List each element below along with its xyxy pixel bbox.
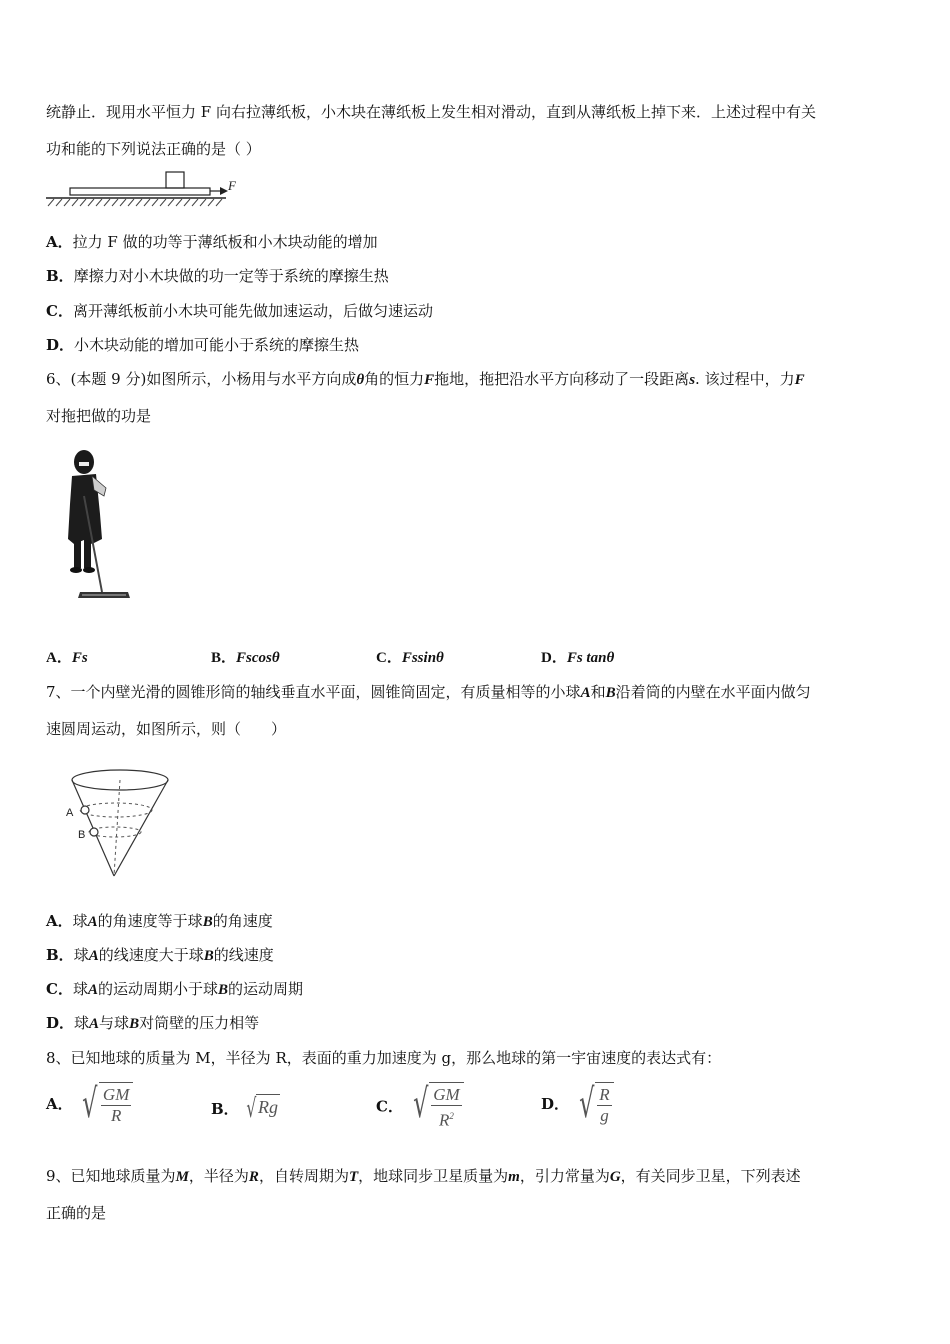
q5-option-d[interactable]: D．小木块动能的增加可能小于系统的摩擦生热 (46, 336, 360, 354)
q6-stem-line2: 对拖把做的功是 (46, 407, 152, 425)
q8-option-a[interactable]: A． √ $\frac{GM}{R}$ (46, 1082, 133, 1126)
q5-figure-force-label: F (228, 178, 236, 193)
q5-option-b[interactable]: B．摩擦力对小木块做的功一定等于系统的摩擦生热 (46, 267, 389, 285)
q6-option-b[interactable]: B．Fscosθ (211, 650, 280, 666)
q5-stem-line1: 统静止．现用水平恒力 F 向右拉薄纸板，小木块在薄纸板上发生相对滑动，直到从薄纸板上掉下来．上述过程中有关 (46, 103, 816, 121)
q8-stem: 8、已知地球的质量为 M，半径为 R，表面的重力加速度为 g，那么地球的第一宇宙速度的表达式有： (46, 1049, 722, 1067)
q8-option-c[interactable]: C． √ $\frac{GM}{R^2}$ (376, 1082, 464, 1131)
q8-option-b[interactable]: B． √ Rg (211, 1094, 279, 1124)
q5-option-a[interactable]: A．拉力 F 做的功等于薄纸板和小木块动能的增加 (46, 233, 378, 251)
q8-b-sqrt: √ Rg (246, 1094, 279, 1124)
q8-c-sqrt: √ $\frac{GM}{R^2}$ (408, 1082, 464, 1131)
q8-option-d[interactable]: D． √ $\frac{R}{g}$ (541, 1082, 614, 1126)
q9-stem-line1: 9、已知地球质量为M，半径为R，自转周期为T，地球同步卫星质量为m，引力常量为G，有关同步卫星，下列表述 (46, 1167, 801, 1185)
cone-label-a: A (66, 807, 74, 819)
mopping-person-figure (62, 444, 142, 608)
q8-d-sqrt: √ $\frac{R}{g}$ (574, 1082, 614, 1126)
cone-figure (58, 764, 190, 888)
q6-option-d[interactable]: D．Fs tanθ (541, 650, 615, 666)
q5-stem-line2: 功和能的下列说法正确的是（ ） (46, 140, 261, 158)
q8-a-sqrt: √ $\frac{GM}{R}$ (77, 1082, 133, 1126)
q5-option-c[interactable]: C．离开薄纸板前小木块可能先做加速运动，后做匀速运动 (46, 302, 433, 320)
q7-stem-line2: 速圆周运动，如图所示，则（ ） (46, 720, 287, 738)
q5-board-block-figure (44, 168, 240, 210)
q7-option-a[interactable]: A．球A的角速度等于球B的角速度 (46, 912, 273, 930)
q7-option-b[interactable]: B．球A的线速度大于球B的线速度 (46, 946, 274, 964)
q7-stem-line1: 7、一个内壁光滑的圆锥形筒的轴线垂直水平面，圆锥筒固定，有质量相等的小球A和B沿着筒的内壁在水平面内做匀 (46, 683, 811, 701)
cone-label-b: B (78, 829, 86, 841)
q7-option-c[interactable]: C．球A的运动周期小于球B的运动周期 (46, 980, 304, 998)
q6-option-a[interactable]: A．Fs (46, 650, 88, 666)
q6-option-c[interactable]: C．Fssinθ (376, 650, 444, 666)
q9-stem-line2: 正确的是 (46, 1204, 107, 1222)
q7-option-d[interactable]: D．球A与球B对筒壁的压力相等 (46, 1014, 260, 1032)
q6-stem-line1: 6、(本题 9 分)如图所示，小杨用与水平方向成θ角的恒力F拖地，拖把沿水平方向移动了一段距离s. 该过程中，力F (46, 370, 805, 388)
